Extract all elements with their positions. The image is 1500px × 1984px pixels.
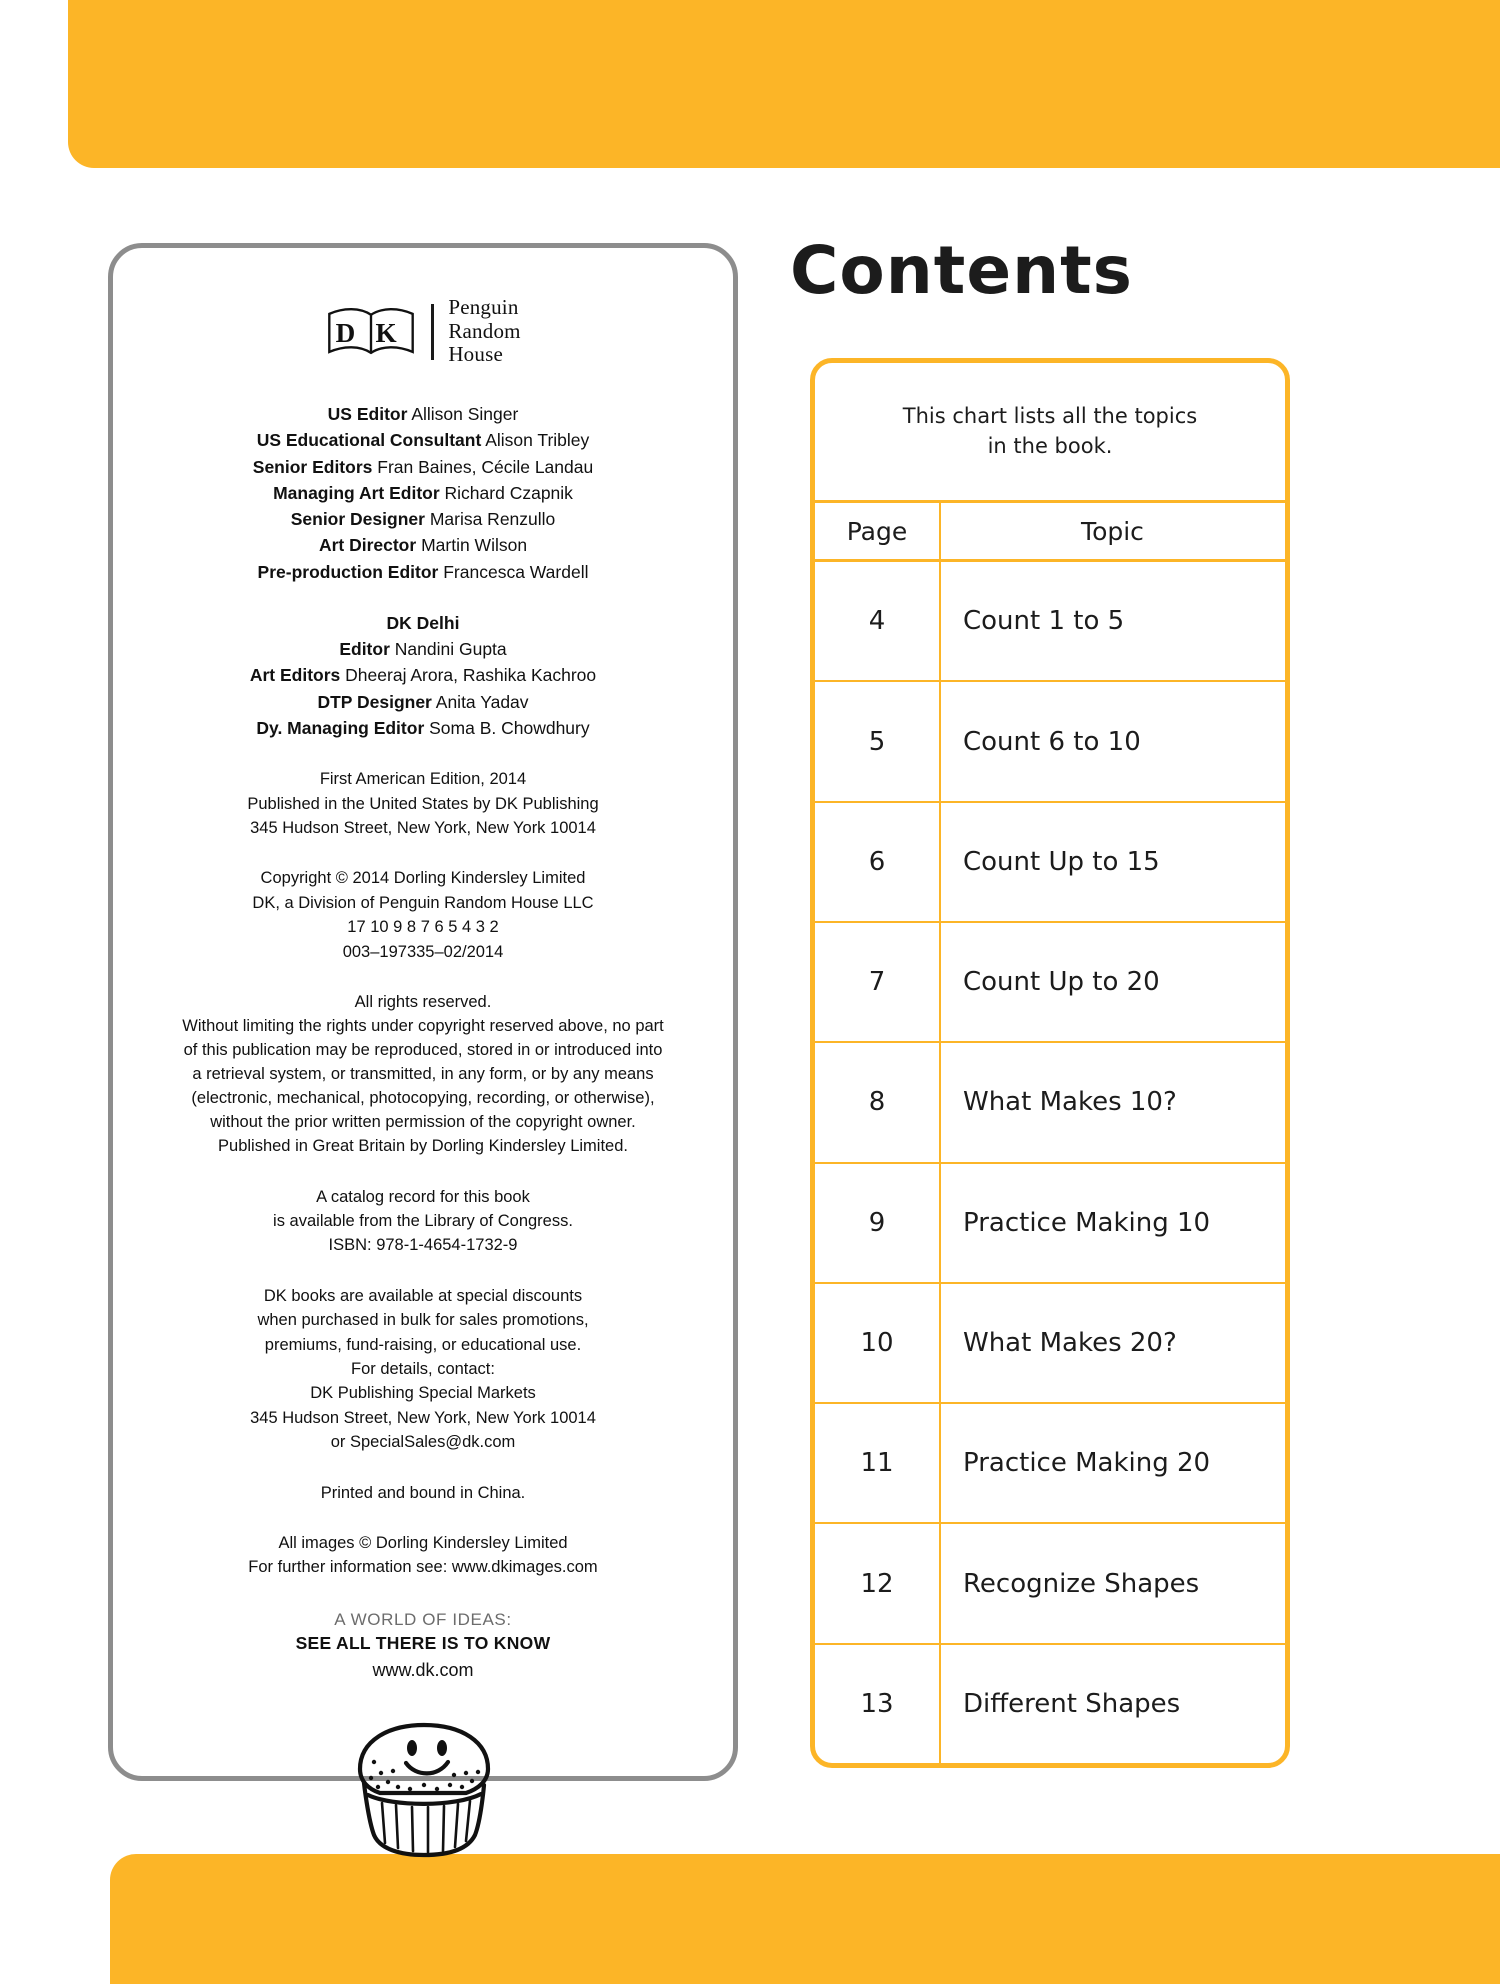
credit-line [250, 715, 596, 741]
credit-name: Dheeraj Arora, Rashika Kachroo [345, 665, 597, 686]
catalog-line: A catalog record for this book [316, 1187, 530, 1206]
table-row[interactable] [815, 922, 1285, 1042]
edition-line: First American Edition, 2014 [319, 770, 527, 789]
bottom-orange-band [110, 1854, 1500, 1984]
rights-line: of this publication may be reproduced, stored in or introduced into [183, 1041, 663, 1060]
chart-note-line: This chart lists all the topics [902, 403, 1198, 428]
credit-role: Managing Art Editor [273, 482, 440, 503]
credit-line [250, 532, 596, 558]
table-row[interactable] [815, 802, 1285, 922]
cell-topic: Count Up to 15 [940, 802, 1285, 922]
cell-page: 13 [815, 1644, 940, 1763]
table-row[interactable] [815, 1644, 1285, 1763]
cell-page: 9 [815, 1163, 940, 1283]
rights-line: Without limiting the rights under copyright reserved above, no part [182, 1017, 664, 1036]
credit-role: US Educational Consultant [256, 430, 482, 451]
credit-name: Fran Baines, Cécile Landau [377, 456, 594, 477]
contents-card [810, 358, 1290, 1768]
special-sales-email: or SpecialSales@dk.com [330, 1433, 516, 1452]
cell-topic: Count Up to 20 [940, 922, 1285, 1042]
dk-delhi-heading: DK Delhi [386, 612, 460, 633]
credit-role: Pre-production Editor [257, 561, 439, 582]
cell-page: 8 [815, 1042, 940, 1162]
cell-topic: Practice Making 20 [940, 1403, 1285, 1523]
credit-name: Francesca Wardell [443, 561, 589, 582]
credit-name: Marisa Renzullo [429, 509, 556, 530]
penguin-random-house-wordmark [448, 296, 520, 367]
cell-page: 4 [815, 561, 940, 682]
credit-name: Anita Yadav [435, 691, 529, 712]
cell-topic: Recognize Shapes [940, 1523, 1285, 1643]
discounts-line: when purchased in bulk for sales promotions, [257, 1311, 589, 1330]
column-header-topic: Topic [940, 502, 1285, 561]
credit-role: DTP Designer [317, 691, 432, 712]
cell-topic: Practice Making 10 [940, 1163, 1285, 1283]
printed-line: Printed and bound in China. [320, 1483, 526, 1502]
rights-line: All rights reserved. [354, 993, 492, 1011]
printing-number-line: 17 10 9 8 7 6 5 4 3 2 [347, 918, 499, 937]
discounts-line: For details, contact: [351, 1359, 495, 1378]
credit-line [250, 559, 596, 585]
credit-line [250, 506, 596, 532]
credit-line [250, 401, 596, 427]
table-row[interactable] [815, 1163, 1285, 1283]
cell-page: 10 [815, 1283, 940, 1403]
copyright-block [163, 866, 683, 964]
table-header-row [815, 502, 1285, 561]
credit-role: US Editor [327, 404, 408, 425]
discounts-line: DK books are available at special discounts [263, 1286, 583, 1305]
credit-name: Soma B. Chowdhury [429, 717, 590, 738]
cell-page: 6 [815, 802, 940, 922]
table-row[interactable] [815, 681, 1285, 801]
credit-line [250, 427, 596, 453]
discounts-line: 345 Hudson Street, New York, New York 10014 [250, 1408, 596, 1427]
table-row[interactable] [815, 1042, 1285, 1162]
discounts-block [163, 1284, 683, 1455]
rights-line: (electronic, mechanical, photocopying, recording, or otherwise), [191, 1089, 655, 1108]
credit-role: Dy. Managing Editor [256, 717, 425, 738]
credit-name: Richard Czapnik [444, 482, 573, 503]
credit-name: Nandini Gupta [394, 639, 507, 660]
table-row[interactable] [815, 1283, 1285, 1403]
credit-name: Allison Singer [411, 404, 519, 425]
cell-page: 11 [815, 1403, 940, 1523]
credit-line [250, 689, 596, 715]
publisher-logo-row [325, 296, 520, 367]
cell-topic: Count 6 to 10 [940, 681, 1285, 801]
credit-role: Editor [339, 639, 390, 660]
imprint-line-1: Penguin [448, 295, 519, 319]
catalog-block [163, 1185, 683, 1258]
isbn-line: ISBN: 978-1-4654-1732-9 [328, 1236, 518, 1255]
cell-page: 5 [815, 681, 940, 801]
copyright-line: Copyright © 2014 Dorling Kindersley Limited [260, 869, 586, 888]
cell-page: 12 [815, 1523, 940, 1643]
rights-line: without the prior written permission of the copyright owner. [210, 1113, 636, 1132]
credit-role: Art Director [318, 535, 417, 556]
catalog-line: is available from the Library of Congress. [273, 1211, 573, 1230]
table-row[interactable] [815, 561, 1285, 682]
smiling-muffin-illustration [338, 1715, 508, 1870]
credit-name: Martin Wilson [421, 535, 528, 556]
credit-line [250, 662, 596, 688]
world-of-ideas-block [296, 1610, 551, 1681]
dk-website-url[interactable]: www.dk.com [372, 1659, 474, 1680]
discounts-line: DK Publishing Special Markets [310, 1384, 536, 1403]
images-credit-line: All images © Dorling Kindersley Limited [278, 1534, 568, 1553]
credit-role: Art Editors [249, 665, 341, 686]
chart-note [815, 363, 1285, 500]
edition-line: 345 Hudson Street, New York, New York 10014 [250, 818, 596, 837]
cell-page: 7 [815, 922, 940, 1042]
images-credit-block [163, 1531, 683, 1580]
edition-block [163, 767, 683, 840]
credits-spacer [250, 585, 596, 610]
page-title: Contents [790, 232, 1133, 309]
credit-role: Senior Editors [252, 456, 373, 477]
svg-text:D: D [335, 317, 356, 348]
contents-table [815, 500, 1285, 1763]
printed-block [163, 1481, 683, 1505]
dk-open-book-logo-icon [325, 303, 417, 361]
imprint-line-2: Random [448, 318, 521, 343]
copyright-card [108, 243, 738, 1781]
rights-line: Published in Great Britain by Dorling Kindersley Limited. [218, 1137, 628, 1156]
dkimages-url: For further information see: www.dkimages.com [248, 1558, 598, 1577]
column-header-page: Page [815, 502, 940, 561]
table-row[interactable] [815, 1523, 1285, 1643]
cell-topic: What Makes 10? [940, 1042, 1285, 1162]
edition-line: Published in the United States by DK Publishing [247, 794, 599, 813]
svg-text:K: K [375, 317, 397, 348]
cell-topic: Different Shapes [940, 1644, 1285, 1763]
credit-line [250, 636, 596, 662]
top-orange-band [68, 0, 1500, 168]
imprint-line-3: House [448, 342, 503, 367]
discounts-line: premiums, fund-raising, or educational use. [264, 1335, 582, 1354]
catalog-code-line: 003–197335–02/2014 [342, 942, 504, 961]
copyright-line: DK, a Division of Penguin Random House LLC [252, 893, 594, 912]
cell-topic: What Makes 20? [940, 1283, 1285, 1403]
chart-note-line: in the book. [987, 433, 1113, 458]
credits-list [250, 401, 596, 741]
rights-line: a retrieval system, or transmitted, in any form, or by any means [192, 1065, 654, 1084]
credit-role: Senior Designer [290, 509, 425, 530]
cell-topic: Count 1 to 5 [940, 561, 1285, 682]
world-of-ideas-subtagline: SEE ALL THERE IS TO KNOW [295, 1632, 551, 1653]
rights-block [163, 990, 683, 1159]
credit-line [250, 454, 596, 480]
world-of-ideas-tagline: A WORLD OF IDEAS: [334, 1609, 512, 1629]
credit-name: Alison Tribley [485, 430, 590, 451]
logo-divider [431, 304, 434, 360]
table-row[interactable] [815, 1403, 1285, 1523]
credit-line [250, 480, 596, 506]
